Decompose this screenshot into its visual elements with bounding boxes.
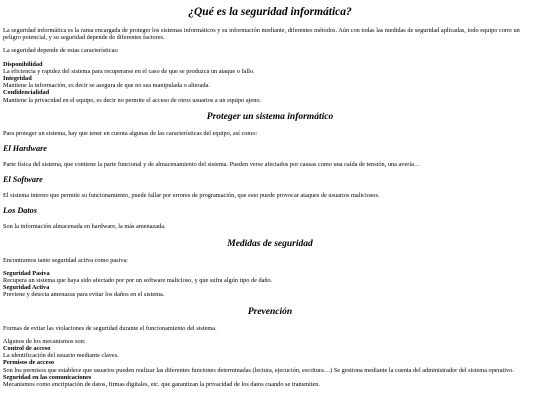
desc-passive-security: Recupera un sistema que haya sido afectado por por un software malicioso, y que sufra algún tipo de daño. [3,277,273,285]
software-text: El sistema interno que permite su funcionamiento, puede fallar por errores de programación, que esto puede provocar ataques de usuarios maliciosos. [3,192,380,200]
desc-availability: La eficiencia y rapidez del sistema para recuperarse en el caso de que se produzca un ataque o fallo. [3,67,255,75]
subheading-hardware: El Hardware [3,144,47,154]
desc-confidentiality: Mantiene la privacidad en el equipo, es decir no permite el acceso de otros usuarios a un equipo ajeno. [3,96,262,104]
intro-paragraph: La seguridad informática es la rama encargada de proteger los sistemas informáticos y su información mediante, diferentes métodos. Aún con todas las medidas de seguridad aplicadas, todo equipo corre un peligro potencial, y su seguridad depende de diferentes factores. [3,27,520,42]
page-title: ¿Qué es la seguridad informática? [188,6,352,18]
prevention-intro: Formas de evitar las violaciones de seguridad durante el funcionamiento del sistema. [3,324,217,332]
desc-active-security: Previene y detecta amenazas para evitar los daños en el sistema. [3,291,165,299]
term-passive-security: Seguridad Pasiva [3,269,50,277]
characteristics-intro: La seguridad depende de estas características: [3,47,119,55]
subheading-software: El Software [3,175,43,185]
term-confidentiality: Confidencialidad [3,89,50,97]
mechanisms-list [3,338,537,388]
section-heading-prevention: Prevención [247,306,293,317]
measures-intro: Encontramos tanto seguridad activa como pasiva: [3,256,129,264]
term-integrity: Integridad [3,75,32,83]
data-text: Son la información almacenada en hardware, la más amenazada. [3,223,166,231]
section-heading-measures: Medidas de seguridad [227,238,313,249]
desc-access-permissions: Son los permisos que establece que usuarios pueden realizar las diferentes funciones determinadas (lectura, ejecución, escritura…) Se gestiona mediante la cuenta del administrador del sistema operativo. [3,366,514,374]
protect-intro: Para proteger un sistema, hay que tener en cuenta algunas de las características del equipo, así como: [3,129,258,137]
section-heading-protect: Proteger un sistema informático [206,111,334,122]
term-active-security: Seguridad Activa [3,284,50,292]
term-access-permissions: Permisos de acceso [3,359,55,367]
desc-access-control: La identificación del usuario mediante claves. [3,352,119,360]
desc-communications-security: Mecanismos como encriptación de datos, firmas digitales, etc. que garantizan la privacidad de los datos cuando se transmiten. [3,381,321,389]
term-availability: Disponibilidad [3,60,43,68]
desc-integrity: Mantiene la información, es decir se asegura de que no sea manipulada o alterada. [3,82,210,90]
term-access-control: Control de acceso [3,345,51,353]
mechanisms-intro: Algunos de los mecanismos son: [3,337,86,345]
term-communications-security: Seguridad en las comunicaciones [3,373,92,381]
measures-list [3,270,537,299]
characteristics-list [3,61,537,104]
subheading-data: Los Datos [3,206,37,216]
hardware-text: Parte física del sistema, que contiene la parte funcional y de almacenamiento del sistema. Pueden verse afectados por causas como una caída de tensión, una avería… [3,161,421,169]
